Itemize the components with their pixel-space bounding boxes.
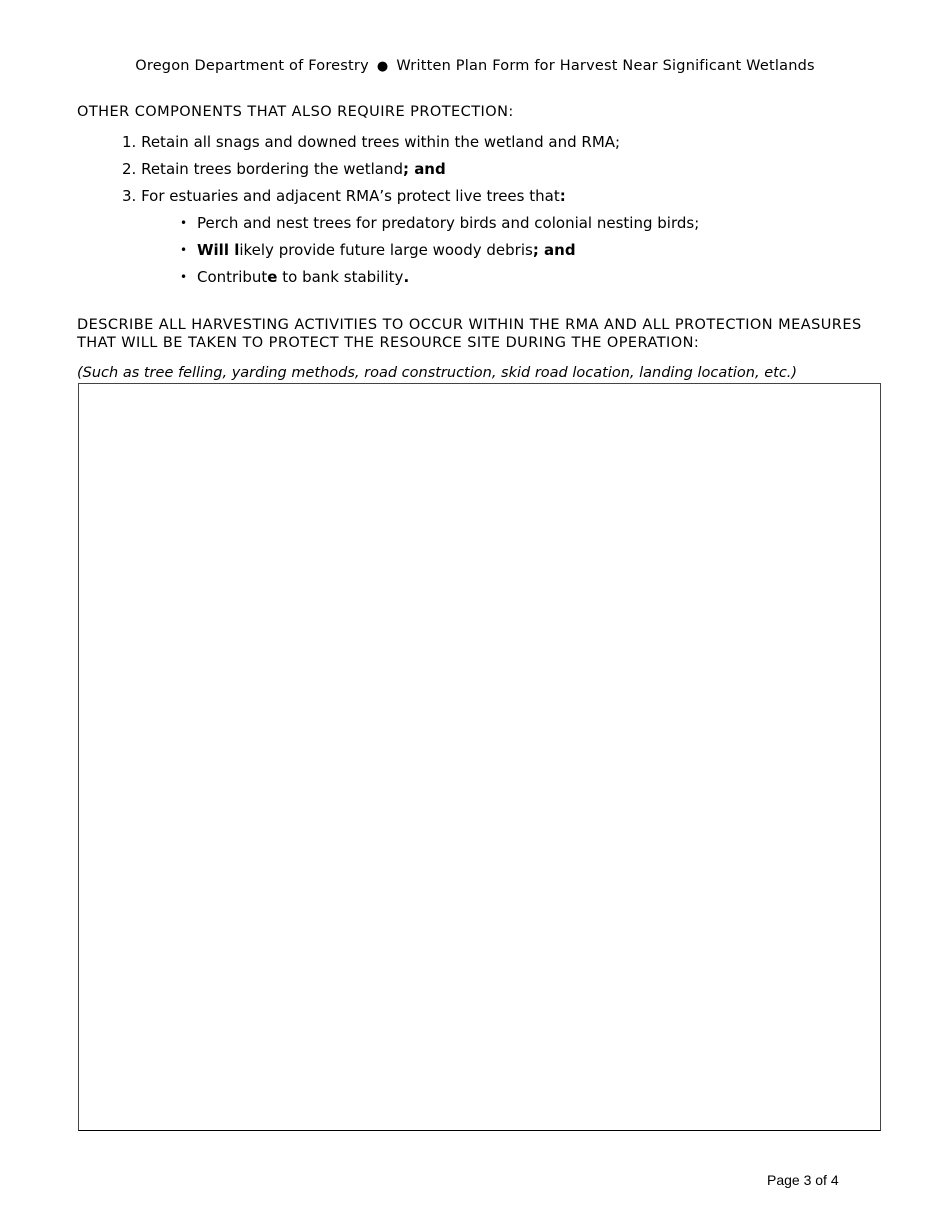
bullet-icon: • xyxy=(180,243,188,257)
bullet-icon: • xyxy=(180,216,188,230)
page-number: Page 3 of 4 xyxy=(767,1172,839,1188)
harvest-activities-heading: DESCRIBE ALL HARVESTING ACTIVITIES TO OCCUR WITHIN THE RMA AND ALL PROTECTION MEASURES THAT WILL BE TAKEN TO PROTECT THE RESOURCE SITE DURING THE OPERATION: xyxy=(77,317,862,351)
harvest-activities-text-box[interactable] xyxy=(78,383,881,1131)
list-item: 2. Retain trees bordering the wetland; and xyxy=(122,160,446,178)
header-form-title: Written Plan Form for Harvest Near Significant Wetlands xyxy=(396,58,815,74)
components-heading: OTHER COMPONENTS THAT ALSO REQUIRE PROTECTION: xyxy=(77,104,514,120)
bullet-icon: • xyxy=(180,270,188,284)
list-item: • Contribute to bank stability. xyxy=(180,264,699,291)
page-header xyxy=(0,57,950,76)
list-item: • Perch and nest trees for predatory birds and colonial nesting birds; xyxy=(180,210,699,237)
estuary-trees-list xyxy=(180,210,699,291)
list-item: 1. Retain all snags and downed trees within the wetland and RMA; xyxy=(122,133,621,151)
list-item: • Will likely provide future large woody debris; and xyxy=(180,237,699,264)
list-item: 3. For estuaries and adjacent RMA’s protect live trees that: xyxy=(122,187,566,205)
harvest-activities-hint: (Such as tree felling, yarding methods, road construction, skid road location, landing location, etc.) xyxy=(77,365,798,381)
header-agency: Oregon Department of Forestry xyxy=(135,58,369,74)
components-list xyxy=(122,129,620,210)
header-separator-icon: ● xyxy=(376,59,389,74)
